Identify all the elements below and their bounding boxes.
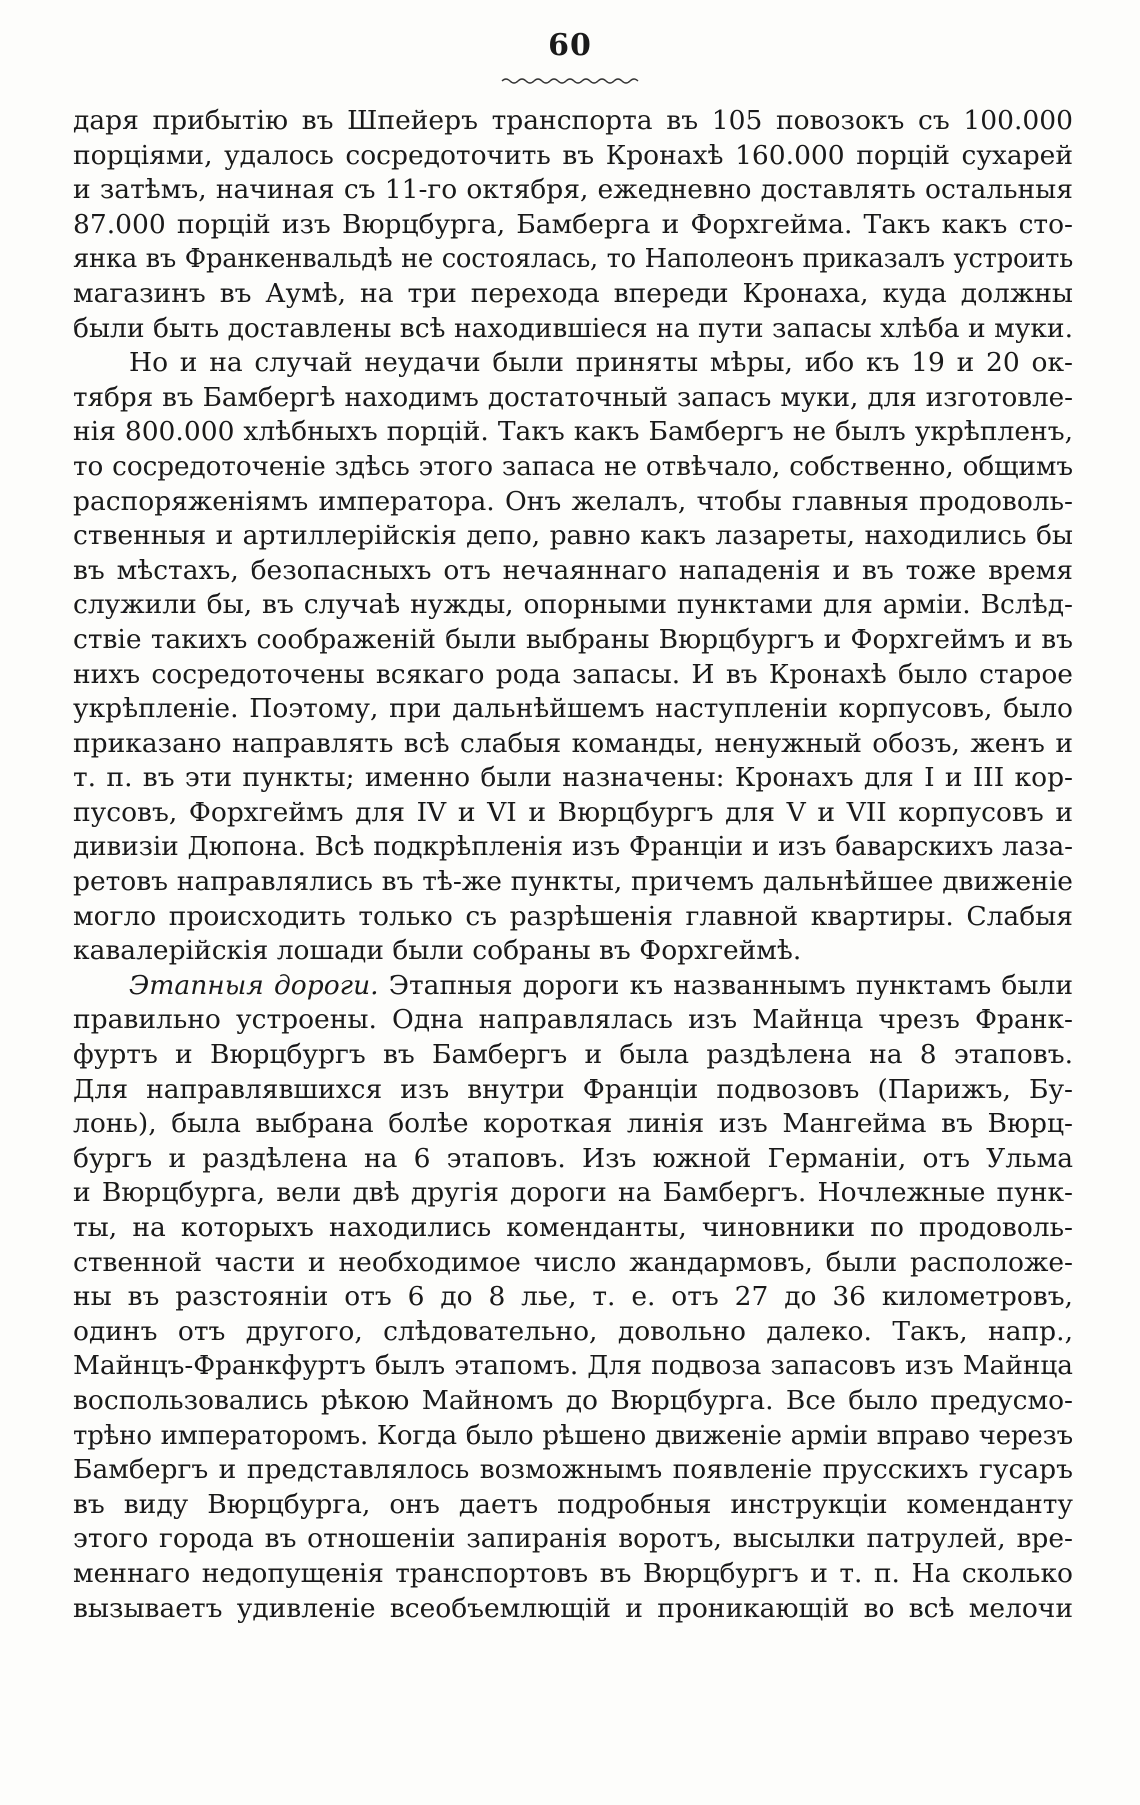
text-line: дивизіи Дюпона. Всѣ подкрѣпленія изъ Франціи и изъ баварскихъ лаза- [73,832,1073,863]
text-line: нія 800.000 хлѣбныхъ порцій. Такъ какъ Бамбергъ не былъ укрѣпленъ, [73,416,1073,448]
page-number: 60 [548,28,592,63]
text-line: Для направлявшихся изъ внутри Франціи подвозовъ (Парижъ, Бу- [73,1073,1073,1105]
text-line: въ виду Вюрцбурга, онъ даетъ подробныя инструкціи коменданту [73,1488,1073,1520]
text-line: правильно устроены. Одна направлялась изъ Майнца чрезъ Франк- [73,1004,1073,1036]
text-line: трѣно императоромъ. Когда было рѣшено движеніе арміи вправо черезъ [73,1420,1073,1451]
text-line: распоряженіямъ императора. Онъ желалъ, чтобы главныя продоволь- [73,485,1073,517]
main-text [73,104,1073,1626]
text-fragment: Этапныя дороги къ названнымъ пунктамъ были [388,969,1073,1001]
text-line: ственной части и необходимое число жандармовъ, были расположе- [73,1246,1073,1278]
section-heading: Этапныя дороги. [129,969,379,1001]
text-line: Бамбергъ и представлялось возможнымъ появленіе прусскихъ гусаръ [73,1454,1073,1486]
text-line: ственныя и артиллерійскія депо, равно какъ лазареты, находились бы [73,520,1073,552]
text-line: тября въ Бамбергѣ находимъ достаточный запасъ муки, для изготовле- [73,382,1073,413]
text-line: фуртъ и Вюрцбургъ въ Бамбергъ и была раздѣлена на 8 этаповъ. [73,1039,1073,1071]
text-line: были быть доставлены всѣ находившіеся на пути запасы хлѣба и муки. [73,312,1073,344]
text-line: то сосредоточеніе здѣсь этого запаса не отвѣчало, собственно, общимъ [73,451,1073,482]
text-line: ны въ разстояніи отъ 6 до 8 лье, т. е. отъ 27 до 36 километровъ, [73,1281,1073,1313]
text-line: янка въ Франкенвальдѣ не состоялась, то Наполеонъ приказалъ устроить [73,244,1073,275]
text-line: Майнцъ-Франкфуртъ былъ этапомъ. Для подвоза запасовъ изъ Майнца [73,1351,1073,1382]
text-line: укрѣпленіе. Поэтому, при дальнѣйшемъ наступленіи корпусовъ, было [73,693,1073,725]
text-line: ствіе такихъ соображеній были выбраны Вюрцбургъ и Форхгеймъ и въ [73,623,1073,655]
text-line: кавалерійскія лошади были собраны въ Форхгеймѣ. [73,935,802,967]
text-line: пусовъ, Форхгеймъ для IV и VI и Вюрцбургъ для V и VII корпусовъ и [73,796,1073,828]
text-line: нихъ сосредоточены всякаго рода запасы. И въ Кронахѣ было старое [73,658,1073,690]
text-line: даря прибытію въ Шпейеръ транспорта въ 105 повозокъ съ 100.000 [73,105,1073,136]
text-line: и затѣмъ, начиная съ 11-го октября, ежедневно доставлять остальныя [73,174,1073,206]
text-line: магазинъ въ Аумѣ, на три перехода впереди Кронаха, куда должны [73,277,1073,309]
text-line: лонь), была выбрана болѣе короткая линія изъ Мангейма въ Вюрц- [73,1108,1073,1140]
text-line: воспользовались рѣкою Майномъ до Вюрцбурга. Все было предусмо- [73,1384,1073,1416]
text-line: меннаго недопущенія транспортовъ въ Вюрцбургъ и т. п. На сколько [73,1557,1073,1589]
text-line: т. п. въ эти пункты; именно были назначены: Кронахъ для I и III кор- [73,762,1073,794]
text-line: служили бы, въ случаѣ нужды, опорными пунктами для арміи. Вслѣд- [73,589,1073,621]
text-line: ты, на которыхъ находились коменданты, чиновники по продоволь- [73,1212,1073,1243]
text-line: и Вюрцбурга, вели двѣ другія дороги на Бамбергъ. Ночлежные пунк- [73,1177,1073,1209]
text-line: этого города въ отношеніи запиранія воротъ, высылки патрулей, вре- [73,1523,1073,1555]
text-line: ретовъ направлялись въ тѣ-же пункты, причемъ дальнѣйшее движеніе [73,866,1073,898]
text-line: 87.000 порцій изъ Вюрцбурга, Бамберга и Форхгейма. Такъ какъ сто- [73,208,1073,240]
text-line: могло происходить только съ разрѣшенія главной квартиры. Слабыя [73,900,1073,932]
ornament-wavy-line [500,76,640,86]
text-line: Но и на случай неудачи были приняты мѣры, ибо къ 19 и 20 ок- [129,347,1073,379]
text-line: одинъ отъ другого, слѣдовательно, довольно далеко. Такъ, напр., [73,1315,1073,1347]
text-line: приказано направлять всѣ слабыя команды, ненужный обозъ, женъ и [73,727,1073,759]
text-line: въ мѣстахъ, безопасныхъ отъ нечаяннаго нападенія и въ тоже время [73,554,1073,586]
text-line: вызываетъ удивленіе всеобъемлющій и проникающій во всѣ мелочи [73,1592,1073,1624]
text-line: бургъ и раздѣлена на 6 этаповъ. Изъ южной Германіи, отъ Ульма [73,1142,1073,1174]
text-line-with-heading [73,969,1073,1004]
text-line: порціями, удалось сосредоточить въ Кронахѣ 160.000 порцій сухарей [73,139,1073,171]
